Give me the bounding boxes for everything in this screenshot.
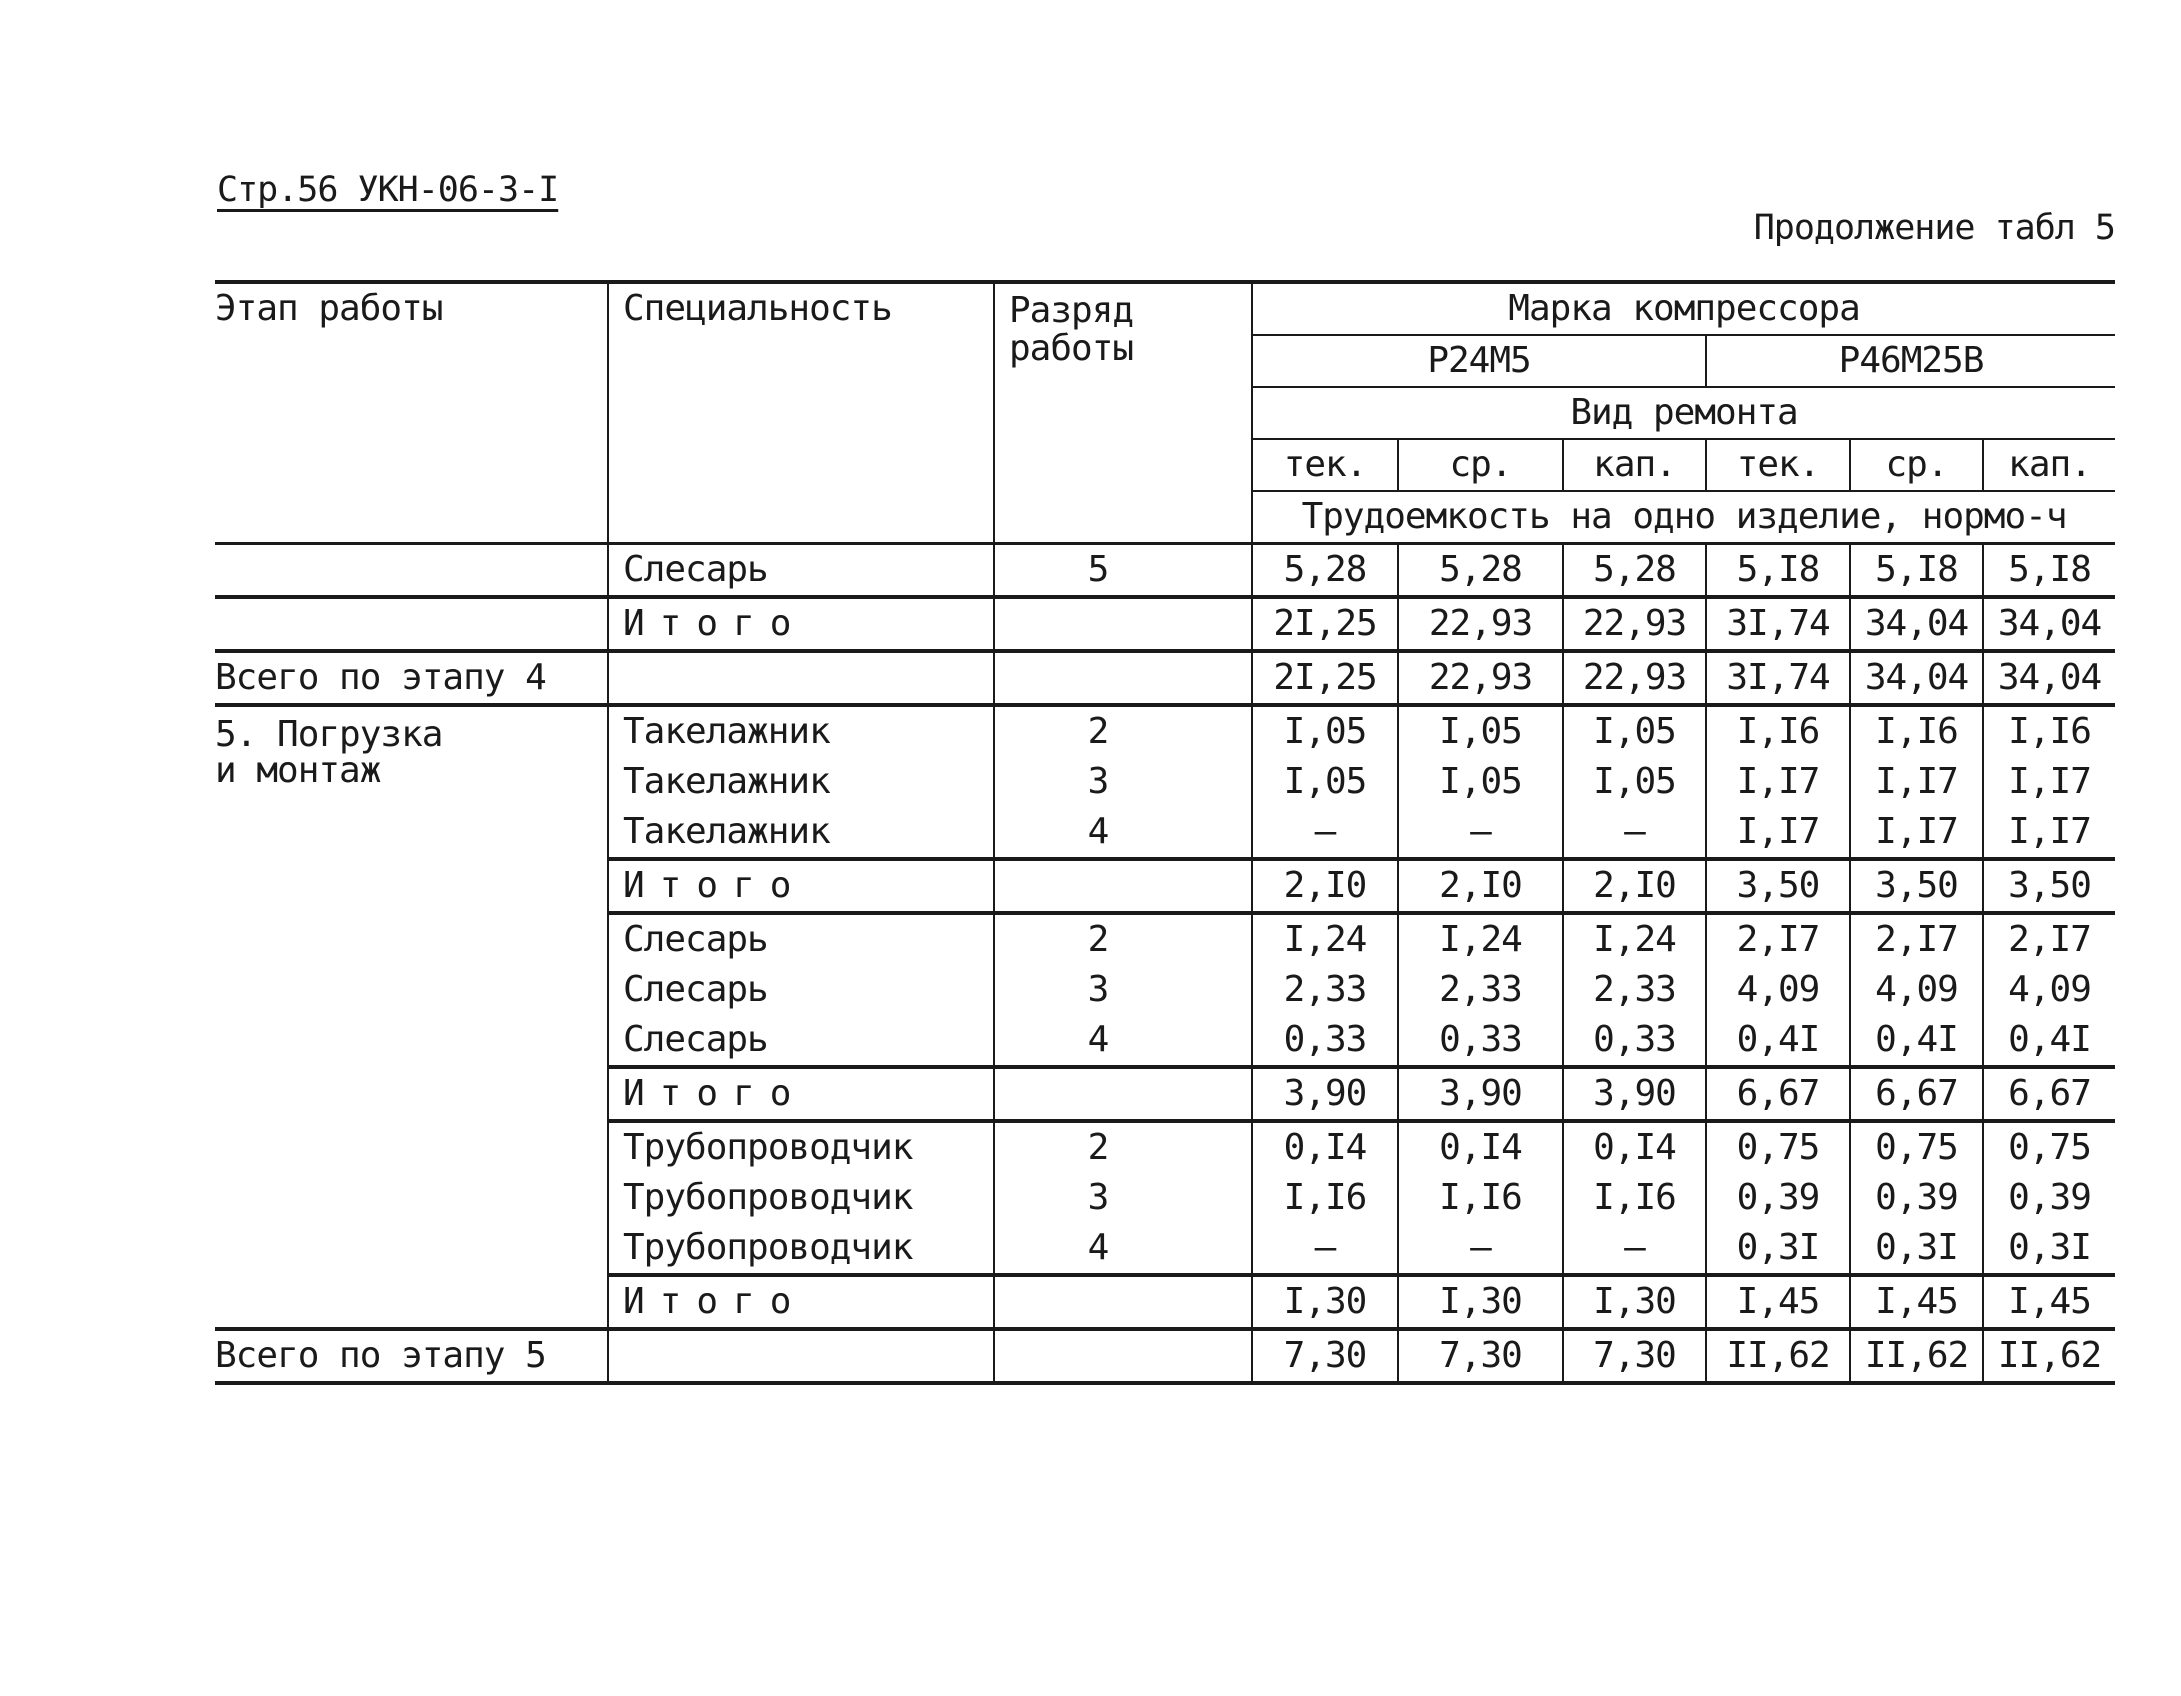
value-cell: 0,4I xyxy=(1983,1015,2115,1067)
value-cell: 5,I8 xyxy=(1850,544,1983,598)
value-cell: – xyxy=(1398,807,1563,859)
grade-cell: 3 xyxy=(994,757,1252,807)
header-grade: Разряд работы xyxy=(994,282,1252,544)
value-cell: I,I6 xyxy=(1706,705,1850,757)
grade-cell: 4 xyxy=(994,1223,1252,1275)
value-cell: I,I7 xyxy=(1706,757,1850,807)
header-model-1: Р24М5 xyxy=(1252,335,1706,387)
value-cell: 5,I8 xyxy=(1706,544,1850,598)
value-cell: I,30 xyxy=(1398,1275,1563,1329)
table-body xyxy=(215,544,2115,1384)
value-cell: 7,30 xyxy=(1252,1329,1398,1383)
specialty-cell: Слесарь xyxy=(608,544,994,598)
value-cell: – xyxy=(1398,1223,1563,1275)
value-cell: 0,39 xyxy=(1850,1173,1983,1223)
specialty-cell: Трубопроводчик xyxy=(608,1121,994,1173)
value-cell: 6,67 xyxy=(1850,1067,1983,1121)
table-row xyxy=(215,705,2115,757)
value-cell: 0,3I xyxy=(1706,1223,1850,1275)
header-stage: Этап работы xyxy=(215,282,608,544)
value-cell: I,05 xyxy=(1398,705,1563,757)
table-row xyxy=(215,544,2115,598)
header-repair-kind: ср. xyxy=(1850,439,1983,491)
value-cell: 3,50 xyxy=(1706,859,1850,913)
value-cell: I,I7 xyxy=(1706,807,1850,859)
grade-cell: 2 xyxy=(994,1121,1252,1173)
value-cell: I,I6 xyxy=(1563,1173,1706,1223)
value-cell: I,24 xyxy=(1252,913,1398,965)
value-cell: I,05 xyxy=(1252,757,1398,807)
value-cell: I,24 xyxy=(1398,913,1563,965)
value-cell: 5,I8 xyxy=(1983,544,2115,598)
value-cell: I,I7 xyxy=(1983,757,2115,807)
value-cell: II,62 xyxy=(1983,1329,2115,1383)
grade-cell: 3 xyxy=(994,1173,1252,1223)
value-cell: 22,93 xyxy=(1563,651,1706,705)
total-row xyxy=(215,597,2115,651)
header-specialty: Специальность xyxy=(608,282,994,544)
value-cell: 3,90 xyxy=(1398,1067,1563,1121)
header-model-2: Р46М25В xyxy=(1706,335,2115,387)
value-cell: 2,I7 xyxy=(1706,913,1850,965)
value-cell: I,I7 xyxy=(1850,757,1983,807)
value-cell: 0,I4 xyxy=(1252,1121,1398,1173)
value-cell: 7,30 xyxy=(1398,1329,1563,1383)
value-cell: 0,33 xyxy=(1398,1015,1563,1067)
value-cell: I,30 xyxy=(1563,1275,1706,1329)
specialty-cell: Итого xyxy=(608,1067,994,1121)
value-cell: I,45 xyxy=(1983,1275,2115,1329)
page-header: Стр.56 УКН-06-3-I xyxy=(217,170,559,210)
value-cell: 2,33 xyxy=(1398,965,1563,1015)
grade-cell: 4 xyxy=(994,807,1252,859)
value-cell: 3I,74 xyxy=(1706,597,1850,651)
header-repair-kind: тек. xyxy=(1252,439,1398,491)
value-cell: 0,4I xyxy=(1706,1015,1850,1067)
value-cell: 7,30 xyxy=(1563,1329,1706,1383)
value-cell: I,05 xyxy=(1563,705,1706,757)
grade-cell xyxy=(994,1329,1252,1383)
value-cell: 3,90 xyxy=(1252,1067,1398,1121)
value-cell: 2,I7 xyxy=(1850,913,1983,965)
value-cell: 2I,25 xyxy=(1252,651,1398,705)
value-cell: 2,I7 xyxy=(1983,913,2115,965)
value-cell: I,45 xyxy=(1706,1275,1850,1329)
value-cell: 0,75 xyxy=(1850,1121,1983,1173)
grade-cell xyxy=(994,859,1252,913)
value-cell: 2,33 xyxy=(1252,965,1398,1015)
value-cell: 3,50 xyxy=(1983,859,2115,913)
header-repair-kind: тек. xyxy=(1706,439,1850,491)
value-cell: 0,39 xyxy=(1706,1173,1850,1223)
value-cell: 22,93 xyxy=(1563,597,1706,651)
header-repair-kind: кап. xyxy=(1563,439,1706,491)
value-cell: II,62 xyxy=(1850,1329,1983,1383)
grade-cell xyxy=(994,597,1252,651)
value-cell: 3,90 xyxy=(1563,1067,1706,1121)
value-cell: 0,4I xyxy=(1850,1015,1983,1067)
value-cell: 0,33 xyxy=(1563,1015,1706,1067)
value-cell: I,I6 xyxy=(1983,705,2115,757)
value-cell: 0,33 xyxy=(1252,1015,1398,1067)
value-cell: 5,28 xyxy=(1563,544,1706,598)
specialty-cell: Такелажник xyxy=(608,705,994,757)
value-cell: 5,28 xyxy=(1398,544,1563,598)
value-cell: 34,04 xyxy=(1983,651,2115,705)
specialty-cell: Такелажник xyxy=(608,807,994,859)
value-cell: I,05 xyxy=(1252,705,1398,757)
specialty-cell: Трубопроводчик xyxy=(608,1173,994,1223)
value-cell: 0,75 xyxy=(1983,1121,2115,1173)
grade-cell: 3 xyxy=(994,965,1252,1015)
value-cell: 34,04 xyxy=(1850,597,1983,651)
value-cell: 4,09 xyxy=(1850,965,1983,1015)
value-cell: I,45 xyxy=(1850,1275,1983,1329)
grade-cell: 4 xyxy=(994,1015,1252,1067)
value-cell: 22,93 xyxy=(1398,597,1563,651)
header-labor: Трудоемкость на одно изделие, нормо-ч xyxy=(1252,491,2115,544)
header-repair-type: Вид ремонта xyxy=(1252,387,2115,439)
specialty-cell: Слесарь xyxy=(608,913,994,965)
value-cell: 0,75 xyxy=(1706,1121,1850,1173)
grade-cell xyxy=(994,651,1252,705)
value-cell: – xyxy=(1252,807,1398,859)
specialty-cell: Трубопроводчик xyxy=(608,1223,994,1275)
value-cell: 2,I0 xyxy=(1398,859,1563,913)
value-cell: – xyxy=(1252,1223,1398,1275)
value-cell: I,I7 xyxy=(1850,807,1983,859)
header-repair-kind: ср. xyxy=(1398,439,1563,491)
value-cell: 34,04 xyxy=(1983,597,2115,651)
value-cell: 22,93 xyxy=(1398,651,1563,705)
value-cell: 34,04 xyxy=(1850,651,1983,705)
value-cell: I,I6 xyxy=(1252,1173,1398,1223)
value-cell: – xyxy=(1563,807,1706,859)
value-cell: 4,09 xyxy=(1983,965,2115,1015)
value-cell: I,I6 xyxy=(1398,1173,1563,1223)
value-cell: – xyxy=(1563,1223,1706,1275)
labor-table xyxy=(215,280,2115,1385)
value-cell: 2,I0 xyxy=(1563,859,1706,913)
value-cell: 2,33 xyxy=(1563,965,1706,1015)
value-cell: 4,09 xyxy=(1706,965,1850,1015)
value-cell: 0,I4 xyxy=(1398,1121,1563,1173)
value-cell: II,62 xyxy=(1706,1329,1850,1383)
value-cell: 3,50 xyxy=(1850,859,1983,913)
specialty-cell xyxy=(608,651,994,705)
specialty-cell xyxy=(608,1329,994,1383)
stage-cell xyxy=(215,597,608,651)
grade-cell xyxy=(994,1275,1252,1329)
specialty-cell: Итого xyxy=(608,859,994,913)
table-row xyxy=(215,651,2115,705)
value-cell: 5,28 xyxy=(1252,544,1398,598)
grade-cell: 5 xyxy=(994,544,1252,598)
specialty-cell: Такелажник xyxy=(608,757,994,807)
value-cell: 0,I4 xyxy=(1563,1121,1706,1173)
table-head xyxy=(215,282,2115,544)
grade-cell: 2 xyxy=(994,913,1252,965)
stage-cell: Всего по этапу 4 xyxy=(215,651,608,705)
specialty-cell: Итого xyxy=(608,1275,994,1329)
value-cell: I,05 xyxy=(1398,757,1563,807)
value-cell: 0,39 xyxy=(1983,1173,2115,1223)
value-cell: 2I,25 xyxy=(1252,597,1398,651)
value-cell: I,30 xyxy=(1252,1275,1398,1329)
specialty-cell: Слесарь xyxy=(608,965,994,1015)
value-cell: I,I7 xyxy=(1983,807,2115,859)
header-repair-kind: кап. xyxy=(1983,439,2115,491)
value-cell: 0,3I xyxy=(1850,1223,1983,1275)
value-cell: 2,I0 xyxy=(1252,859,1398,913)
stage-cell: Всего по этапу 5 xyxy=(215,1329,608,1383)
grade-cell xyxy=(994,1067,1252,1121)
stage-cell xyxy=(215,544,608,598)
header-compressor-brand: Марка компрессора xyxy=(1252,282,2115,335)
grade-cell: 2 xyxy=(994,705,1252,757)
specialty-cell: Итого xyxy=(608,597,994,651)
value-cell: 6,67 xyxy=(1706,1067,1850,1121)
value-cell: I,I6 xyxy=(1850,705,1983,757)
table-row xyxy=(215,1329,2115,1383)
value-cell: 6,67 xyxy=(1983,1067,2115,1121)
value-cell: 3I,74 xyxy=(1706,651,1850,705)
value-cell: I,05 xyxy=(1563,757,1706,807)
table-caption: Продолжение табл 5 xyxy=(1753,208,2115,248)
stage-cell: 5. Погрузка и монтаж xyxy=(215,705,608,1329)
value-cell: I,24 xyxy=(1563,913,1706,965)
specialty-cell: Слесарь xyxy=(608,1015,994,1067)
value-cell: 0,3I xyxy=(1983,1223,2115,1275)
